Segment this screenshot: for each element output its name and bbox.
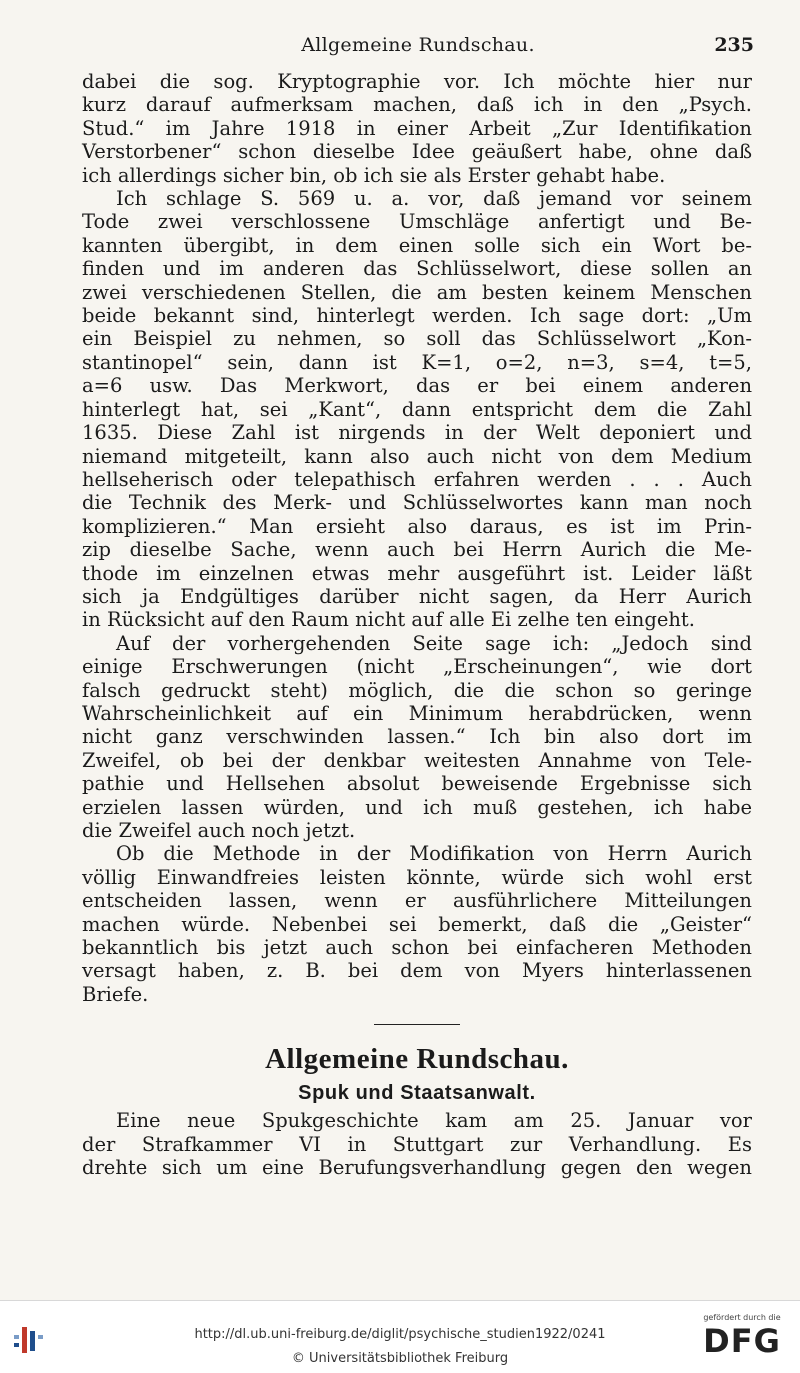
text-line: kurz darauf aufmerksam machen, daß ich in den „Psych. <box>82 93 752 117</box>
text-line: die Technik des Merk- und Schlüsselwortes kann man noch <box>82 491 752 515</box>
permalink-url[interactable]: http://dl.ub.uni-freiburg.de/diglit/psychische_studien1922/0241 <box>194 1327 606 1342</box>
text-line: machen würde. Nebenbei sei bemerkt, daß die „Geister“ <box>82 912 752 936</box>
text-line: a=6 usw. Das Merkwort, das er bei einem anderen <box>82 374 752 398</box>
library-logo-icon <box>14 1323 44 1361</box>
text-line: zip dieselbe Sache, wenn auch bei Herrn Aurich die Me- <box>82 538 752 562</box>
paragraph-1 <box>82 70 752 187</box>
text-line: bekanntlich bis jetzt auch schon bei einfacheren Methoden <box>82 936 752 960</box>
text-line: entscheiden lassen, wenn er ausführlichere Mitteilungen <box>82 889 752 913</box>
dfg-logo <box>696 1313 788 1359</box>
paragraph-3 <box>82 632 752 843</box>
text-line: Briefe. <box>82 982 149 1006</box>
text-line: niemand mitgeteilt, kann also auch nicht von dem Medium <box>82 444 752 468</box>
article-subtitle: Spuk und Staatsanwalt. <box>298 1082 536 1105</box>
paragraph-5 <box>82 1109 752 1179</box>
text-line: falsch gedruckt steht) möglich, die die schon so geringe <box>82 678 752 702</box>
text-line: beide bekannt sind, hinterlegt werden. Ich sage dort: „Um <box>82 304 752 328</box>
text-line: nicht ganz verschwinden lassen.“ Ich bin also dort im <box>82 725 752 749</box>
dfg-funding-note: gefördert durch die <box>703 1313 781 1322</box>
text-line: Ob die Methode in der Modifikation von Herrn Aurich <box>116 842 752 866</box>
text-line: ich allerdings sicher bin, ob ich sie als Erster gehabt habe. <box>82 163 666 187</box>
dfg-logo-text: DFG <box>703 1322 781 1360</box>
text-line: Tode zwei verschlossene Umschläge anfertigt und Be- <box>82 210 752 234</box>
section-divider <box>374 1024 460 1025</box>
text-line: der Strafkammer VI in Stuttgart zur Verhandlung. Es <box>82 1132 752 1156</box>
text-line: Auf der vorhergehenden Seite sage ich: „Jedoch sind <box>116 631 752 655</box>
text-line: stantinopel“ sein, dann ist K=1, o=2, n=3, s=4, t=5, <box>82 350 752 374</box>
text-line: in Rücksicht auf den Raum nicht auf alle Ei zelhe ten eingeht. <box>82 608 695 632</box>
text-line: einige Erschwerungen (nicht „Erscheinungen“, wie dort <box>82 655 752 679</box>
text-line: thode im einzelnen etwas mehr ausgeführt ist. Leider läßt <box>82 561 752 585</box>
text-line: 1635. Diese Zahl ist nirgends in der Welt deponiert und <box>82 421 752 445</box>
text-line: Eine neue Spukgeschichte kam am 25. Januar vor <box>116 1109 752 1133</box>
section-title: Allgemeine Rundschau. <box>265 1043 569 1076</box>
text-line: kannten übergibt, in dem einen solle sich ein Wort be- <box>82 233 752 257</box>
viewer-footer <box>0 1300 800 1373</box>
paragraph-2 <box>82 187 752 632</box>
text-line: drehte sich um eine Berufungsverhandlung gegen den wegen <box>82 1156 752 1180</box>
text-body <box>82 70 752 1179</box>
text-line: Verstorbener“ schon dieselbe Idee geäußert habe, ohne daß <box>82 140 752 164</box>
text-line: pathie und Hellsehen absolut beweisende Ergebnisse sich <box>82 772 752 796</box>
page-number: 235 <box>714 34 754 56</box>
page-header <box>82 34 754 66</box>
text-line: Stud.“ im Jahre 1918 in einer Arbeit „Zur Identifikation <box>82 116 752 140</box>
text-line: Ich schlage S. 569 u. a. vor, daß jemand vor seinem <box>116 187 752 211</box>
text-line: hellseherisch oder telepathisch erfahren werden . . . Auch <box>82 467 752 491</box>
copyright-notice: © Universitätsbibliothek Freiburg <box>291 1351 509 1366</box>
text-line: völlig Einwandfreies leisten könnte, würde sich wohl erst <box>82 865 752 889</box>
text-line: erzielen lassen würden, und ich muß gestehen, ich habe <box>82 795 752 819</box>
text-line: zwei verschiedenen Stellen, die am besten keinem Menschen <box>82 280 752 304</box>
text-line: sich ja Endgültiges darüber nicht sagen, da Herr Aurich <box>82 584 752 608</box>
running-title: Allgemeine Rundschau. <box>301 34 535 56</box>
text-line: finden und im anderen das Schlüsselwort, diese sollen an <box>82 257 752 281</box>
text-line: komplizieren.“ Man ersieht also daraus, es ist im Prin- <box>82 514 752 538</box>
text-line: Zweifel, ob bei der denkbar weitesten Annahme von Tele- <box>82 748 752 772</box>
text-line: Wahrscheinlichkeit auf ein Minimum herabdrücken, wenn <box>82 701 752 725</box>
text-line: hinterlegt hat, sei „Kant“, dann entspricht dem die Zahl <box>82 397 752 421</box>
paragraph-4 <box>82 842 752 1006</box>
text-line: versagt haben, z. B. bei dem von Myers hinterlassenen <box>82 959 752 983</box>
text-line: die Zweifel auch noch jetzt. <box>82 819 356 842</box>
text-line: dabei die sog. Kryptographie vor. Ich möchte hier nur <box>82 70 752 93</box>
text-line: ein Beispiel zu nehmen, so soll das Schlüsselwort „Kon- <box>82 327 752 351</box>
